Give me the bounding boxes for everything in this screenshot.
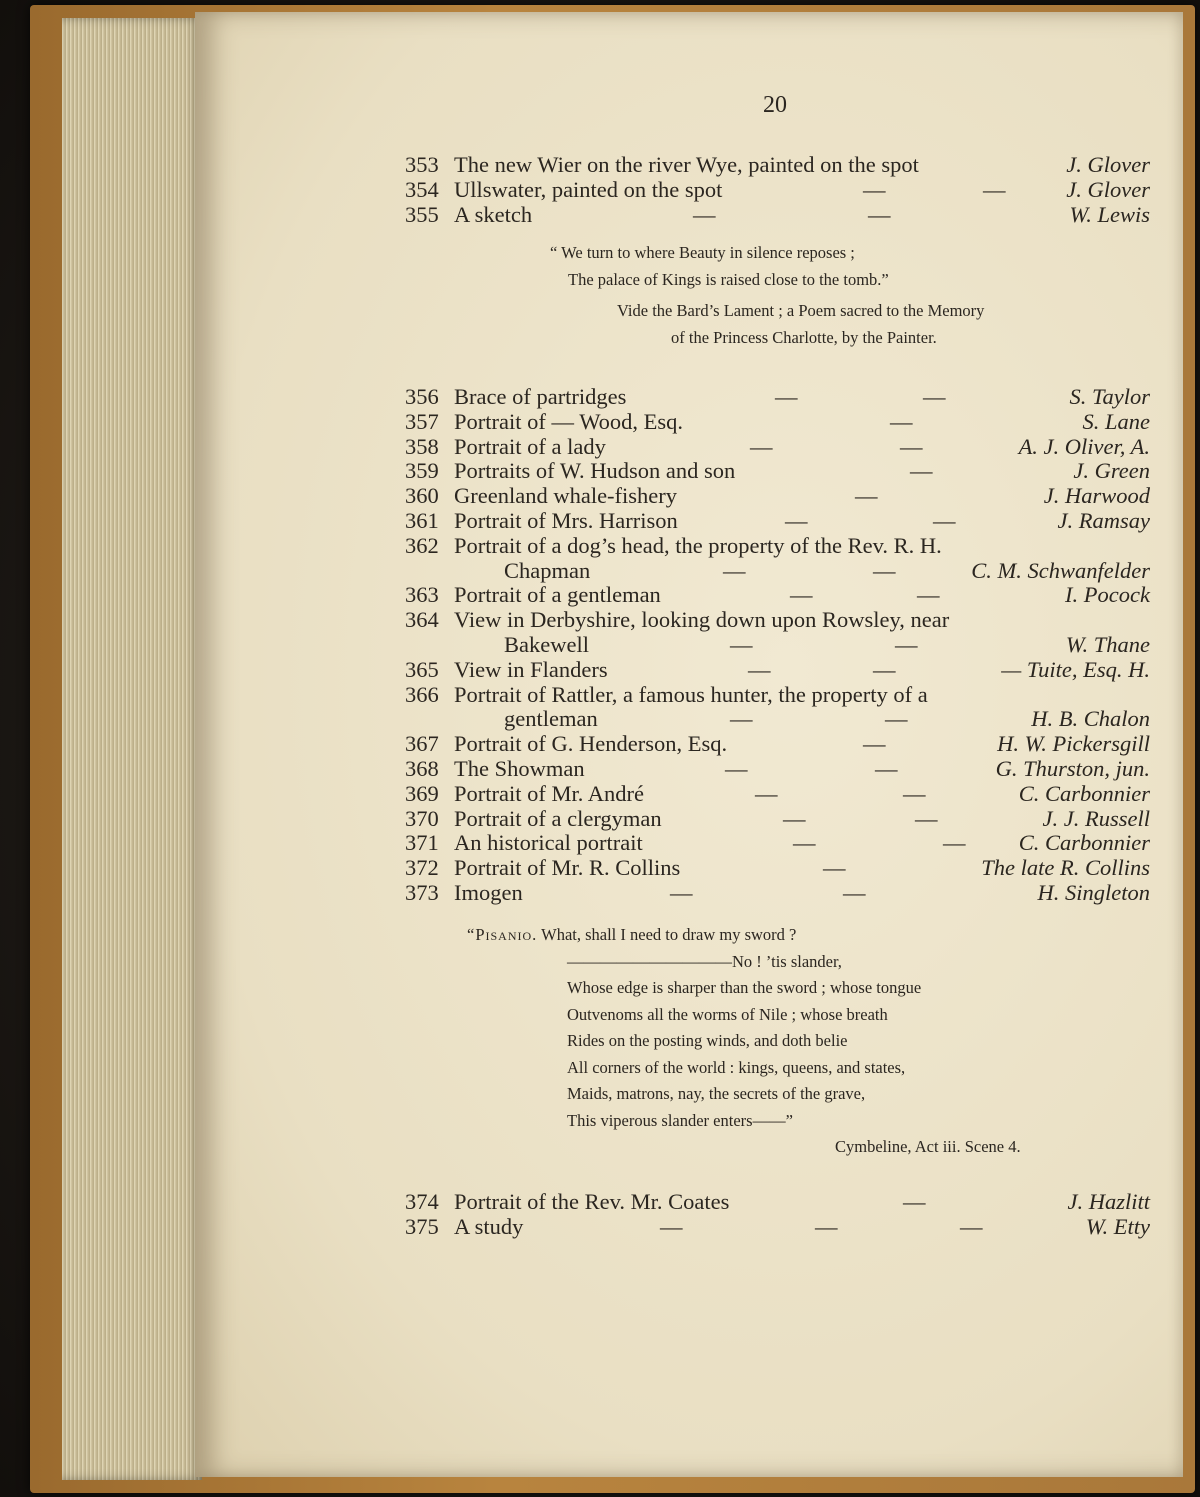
entry-number: 363 xyxy=(405,582,439,608)
entry-title: The new Wier on the river Wye, painted on the spot xyxy=(454,152,919,177)
leader-dash: — xyxy=(983,176,1006,202)
entry-title: Portrait of G. Henderson, Esq. xyxy=(454,731,728,757)
catalogue-entry xyxy=(405,1215,1150,1240)
entry-artist: H. B. Chalon xyxy=(1031,706,1150,732)
entry-title: View in Flanders xyxy=(454,656,608,682)
entry-title: View in Derbyshire, looking down upon Rowsley, near xyxy=(454,607,950,633)
entry-number: 356 xyxy=(405,384,439,409)
leader-dash: — xyxy=(903,1189,926,1214)
leader-dash: — xyxy=(785,507,808,533)
entry-artist: J. Hazlitt xyxy=(1067,1189,1150,1214)
entry-number: 354 xyxy=(405,176,439,202)
entries-group-a xyxy=(405,153,1150,227)
catalogue-entry xyxy=(405,178,1150,203)
quote-text: What, shall I need to draw my sword ? xyxy=(541,925,797,944)
leader-dash: — xyxy=(723,557,746,583)
entry-artist: J. Green xyxy=(1073,458,1150,484)
entry-title: Brace of partridges xyxy=(454,384,627,409)
leader-dash: — xyxy=(843,879,866,905)
entry-number: 373 xyxy=(405,879,439,905)
page-edges xyxy=(62,18,202,1480)
quote-speaker: “Pisanio. xyxy=(467,925,538,944)
entry-artist: S. Lane xyxy=(1082,408,1150,434)
entry-number: 375 xyxy=(405,1213,439,1239)
leader-dash: — xyxy=(933,507,956,533)
leader-dash: — xyxy=(750,433,773,459)
leader-dash: — xyxy=(670,879,693,905)
catalogue-entry xyxy=(405,484,1150,509)
leader-dash: — xyxy=(917,582,940,608)
catalogue-entry xyxy=(405,1190,1150,1215)
entry-artist: C. M. Schwanfelder xyxy=(971,557,1150,583)
catalogue-entry xyxy=(405,203,1150,228)
leader-dash: — xyxy=(748,656,771,682)
leader-dash: — xyxy=(910,458,933,484)
leader-dash: — xyxy=(890,408,913,434)
leader-dash: — xyxy=(855,483,878,509)
entry-number: 365 xyxy=(405,656,439,682)
leader-dash: — xyxy=(815,1213,838,1239)
entry-artist: J. Glover xyxy=(1066,152,1150,177)
entry-number: 357 xyxy=(405,408,439,434)
entry-title: Portrait of Mrs. Harrison xyxy=(454,507,678,533)
catalogue-entry xyxy=(405,782,1150,807)
entry-title: A study xyxy=(454,1213,524,1239)
entry-title: Ullswater, painted on the spot xyxy=(454,176,723,202)
quote-source: Cymbeline, Act iii. Scene 4. xyxy=(835,1137,1021,1156)
leader-dash: — xyxy=(725,755,748,781)
catalogue-page xyxy=(195,12,1183,1477)
catalogue-entry xyxy=(405,435,1150,460)
entry-artist: C. Carbonnier xyxy=(1018,830,1150,856)
catalogue-entry xyxy=(405,757,1150,782)
bards-lament-quote xyxy=(550,240,889,293)
entry-number: 366 xyxy=(405,681,439,707)
entry-artist: W. Thane xyxy=(1065,631,1150,657)
entry-title: Portrait of a gentleman xyxy=(454,582,661,608)
quote-line: Rides on the posting winds, and doth belie xyxy=(567,1031,848,1050)
leader-dash: — xyxy=(660,1213,683,1239)
entry-title: Portrait of Mr. André xyxy=(454,780,644,806)
entry-title: Portrait of Rattler, a famous hunter, the property of a xyxy=(454,681,928,707)
entry-number: 368 xyxy=(405,755,439,781)
entry-title: Imogen xyxy=(454,879,523,905)
entry-title: Portrait of — Wood, Esq. xyxy=(454,408,684,434)
page-number: 20 xyxy=(763,92,787,118)
entry-title: Greenland whale-fishery xyxy=(454,483,678,509)
leader-dash: — xyxy=(693,201,716,227)
entry-title-continuation: gentleman xyxy=(504,706,598,732)
entry-title: Portrait of the Rev. Mr. Coates xyxy=(454,1189,730,1214)
quote-line: This viperous slander enters——” xyxy=(567,1110,793,1130)
leader-dash: — xyxy=(775,384,798,409)
entry-number: 360 xyxy=(405,483,439,509)
entry-number: 364 xyxy=(405,607,439,633)
cymbeline-quote xyxy=(467,922,1021,1161)
entry-number: 367 xyxy=(405,731,439,757)
quote-line: Outvenoms all the worms of Nile ; whose breath xyxy=(567,1004,888,1024)
entry-number: 358 xyxy=(405,433,439,459)
entry-title: Portraits of W. Hudson and son xyxy=(454,458,736,484)
quote-line: Whose edge is sharper than the sword ; whose tongue xyxy=(567,978,922,997)
leader-dash: — xyxy=(960,1213,983,1239)
entry-artist: A. J. Oliver, A. xyxy=(1018,433,1150,459)
leader-dash: — xyxy=(923,384,946,409)
entry-title: A sketch xyxy=(454,201,533,227)
entry-number: 361 xyxy=(405,507,439,533)
catalogue-entry xyxy=(405,881,1150,906)
entry-number: 362 xyxy=(405,532,439,558)
entry-number: 359 xyxy=(405,458,439,484)
entry-artist: W. Etty xyxy=(1085,1213,1150,1239)
quote-line: “ We turn to where Beauty in silence reposes ; xyxy=(550,243,855,262)
leader-dash: — xyxy=(900,433,923,459)
quote-line: Maids, matrons, nay, the secrets of the grave, xyxy=(567,1084,866,1103)
quote-text: No ! ’tis slander, xyxy=(732,951,842,971)
entry-artist: W. Lewis xyxy=(1069,201,1150,227)
catalogue-entry xyxy=(405,856,1150,881)
catalogue-entry xyxy=(405,385,1150,410)
catalogue-entry xyxy=(405,583,1150,608)
entry-artist: The late R. Collins xyxy=(981,855,1150,881)
entry-title: Portrait of a clergyman xyxy=(454,805,662,831)
leader-dash: — xyxy=(863,731,886,757)
leader-dash: — xyxy=(875,755,898,781)
entry-artist: — Tuite, Esq. H. xyxy=(1001,656,1150,682)
entry-artist: H. W. Pickersgill xyxy=(997,731,1150,757)
catalogue-entry xyxy=(405,683,1150,733)
leader-dash: — xyxy=(943,830,966,856)
entry-artist: J. Ramsay xyxy=(1057,507,1150,533)
quote-line: The palace of Kings is raised close to the tomb.” xyxy=(568,269,889,289)
entry-title: Portrait of Mr. R. Collins xyxy=(454,855,681,881)
leader-dash: — xyxy=(730,631,753,657)
entry-artist: C. Carbonnier xyxy=(1018,780,1150,806)
catalogue-entry xyxy=(405,807,1150,832)
catalogue-entry xyxy=(405,732,1150,757)
entry-title: The Showman xyxy=(454,755,585,781)
entry-title: An historical portrait xyxy=(454,830,643,856)
bards-lament-attribution xyxy=(617,298,984,351)
entry-number: 371 xyxy=(405,830,439,856)
leader-dash: — xyxy=(755,780,778,806)
leader-dash: — xyxy=(915,805,938,831)
entries-group-b xyxy=(405,385,1150,906)
entry-title: Portrait of a dog’s head, the property of the Rev. R. H. xyxy=(454,532,942,558)
entry-artist: G. Thurston, jun. xyxy=(995,755,1150,781)
entry-artist: S. Taylor xyxy=(1069,384,1150,409)
catalogue-entry xyxy=(405,658,1150,683)
entry-number: 369 xyxy=(405,780,439,806)
leader-dash: — xyxy=(895,631,918,657)
catalogue-entry xyxy=(405,509,1150,534)
catalogue-entry xyxy=(405,459,1150,484)
quote-rule: —————————— xyxy=(567,951,732,971)
entry-artist: I. Pocock xyxy=(1065,582,1150,608)
catalogue-entry xyxy=(405,410,1150,435)
leader-dash: — xyxy=(793,830,816,856)
attribution-line: of the Princess Charlotte, by the Painter. xyxy=(671,327,937,347)
entry-number: 372 xyxy=(405,855,439,881)
leader-dash: — xyxy=(885,706,908,732)
quote-line xyxy=(467,922,1021,949)
leader-dash: — xyxy=(873,656,896,682)
catalogue-entry xyxy=(405,534,1150,584)
entry-title-continuation: Bakewell xyxy=(504,631,589,657)
entry-artist: H. Singleton xyxy=(1037,879,1150,905)
entry-title: Portrait of a lady xyxy=(454,433,606,459)
quote-line xyxy=(467,949,1021,976)
entry-number: 374 xyxy=(405,1189,439,1214)
entries-group-c xyxy=(405,1190,1150,1240)
catalogue-entry xyxy=(405,608,1150,658)
entry-number: 370 xyxy=(405,805,439,831)
entry-title-continuation: Chapman xyxy=(504,557,591,583)
leader-dash: — xyxy=(873,557,896,583)
entry-artist: J. J. Russell xyxy=(1042,805,1150,831)
catalogue-entry xyxy=(405,831,1150,856)
quote-line: All corners of the world : kings, queens, and states, xyxy=(567,1057,906,1077)
leader-dash: — xyxy=(868,201,891,227)
entry-artist: J. Harwood xyxy=(1043,483,1150,509)
attribution-line: Vide the Bard’s Lament ; a Poem sacred to the Memory xyxy=(617,301,985,320)
leader-dash: — xyxy=(903,780,926,806)
entry-number: 355 xyxy=(405,201,439,227)
leader-dash: — xyxy=(823,855,846,881)
leader-dash: — xyxy=(790,582,813,608)
leader-dash: — xyxy=(863,176,886,202)
catalogue-entry xyxy=(405,153,1150,178)
leader-dash: — xyxy=(730,706,753,732)
entry-number: 353 xyxy=(405,152,439,177)
entry-artist: J. Glover xyxy=(1066,176,1150,202)
leader-dash: — xyxy=(783,805,806,831)
